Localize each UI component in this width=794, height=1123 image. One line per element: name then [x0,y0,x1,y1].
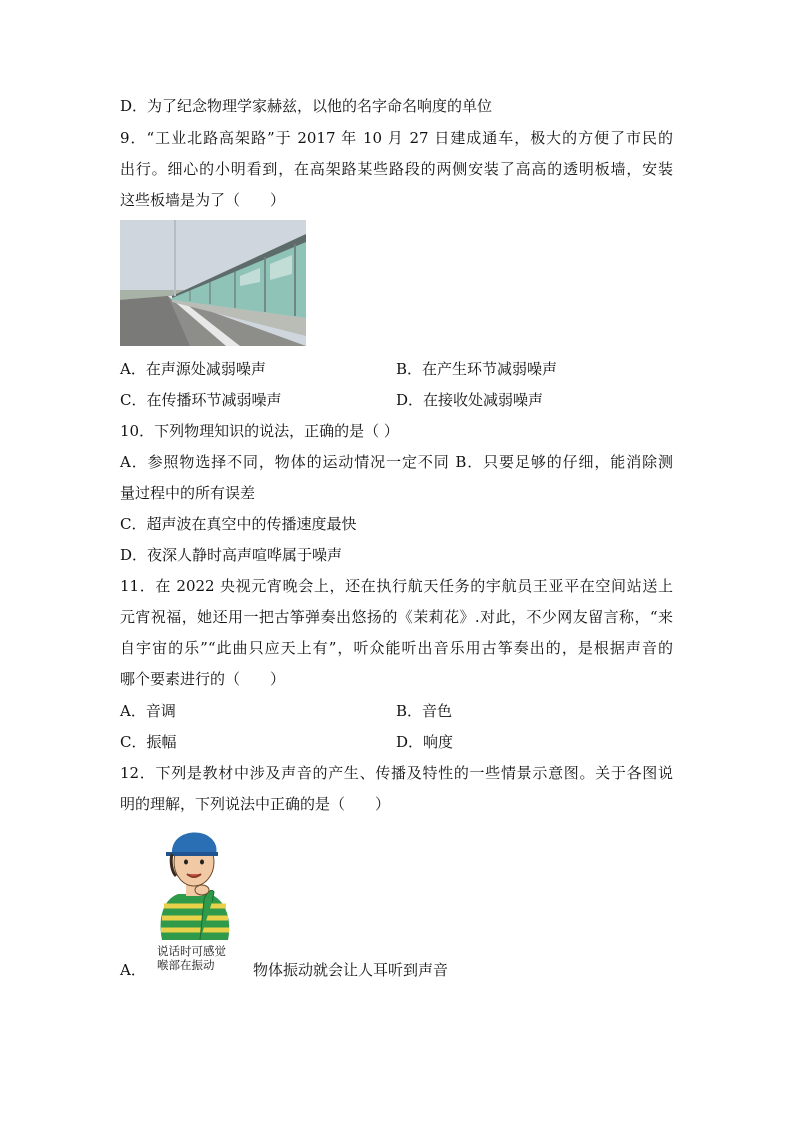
q9-option-a: A．在声源处减弱噪声 [120,360,266,378]
q11-stem-line-1: 11．在 2022 央视元宵晚会上，还在执行航天任务的宇航员王亚平在空间站送上 [120,577,673,595]
q9-option-b: B．在产生环节减弱噪声 [396,360,558,378]
q11-stem-line-2: 元宵祝福，她还用一把古筝弹奏出悠扬的《茉莉花》.对此，不少网友留言称，“来 [120,608,673,626]
q11-option-d: D．响度 [396,733,454,751]
q10-option-d: D．夜深人静时高声喧哗属于噪声 [120,546,343,564]
q12-stem-line-1: 12．下列是教材中涉及声音的产生、传播及特性的一些情景示意图。关于各图说 [120,764,673,782]
q9-stem-line-2: 出行。细心的小明看到，在高架路某些路段的两侧安装了高高的透明板墙，安装 [120,160,673,178]
q12-stem-line-2: 明的理解，下列说法中正确的是（ ） [120,795,391,813]
q12-option-a-text: 物体振动就会让人耳听到声音 [253,961,449,979]
q8-option-d: D．为了纪念物理学家赫兹，以他的名字命名响度的单位 [120,97,493,115]
q10-option-ab-line-2: 量过程中的所有误差 [120,484,256,502]
q12-fig-caption-line-1: 说话时可感觉 [157,944,226,958]
q12-fig-caption-line-2: 喉部在振动 [157,958,215,972]
q9-stem-line-3: 这些板墙是为了（ ） [120,191,286,209]
q10-stem: 10．下列物理知识的说法，正确的是（ ） [120,422,399,440]
q9-option-d: D．在接收处减弱噪声 [396,391,544,409]
q12-boy-speaking-figure [152,828,236,940]
q12-option-a-label: A． [120,961,146,979]
boy-touching-throat-illustration [152,828,236,940]
q10-option-c: C．超声波在真空中的传播速度最快 [120,515,357,533]
q11-option-a: A．音调 [120,702,176,720]
q11-option-b: B．音色 [396,702,453,720]
q11-stem-line-4: 哪个要素进行的（ ） [120,670,286,688]
q9-option-c: C．在传播环节减弱噪声 [120,391,282,409]
q9-soundproof-wall-photo [120,220,306,346]
q10-option-ab-line-1: A．参照物选择不同，物体的运动情况一定不同 B．只要足够的仔细，能消除测 [120,453,673,471]
highway-barrier-illustration [120,220,306,346]
q11-option-c: C．振幅 [120,733,177,751]
q11-stem-line-3: 自宇宙的乐”“此曲只应天上有”，听众能听出音乐用古筝奏出的，是根据声音的 [120,639,673,657]
q9-stem-line-1: 9．“工业北路高架路”于 2017 年 10 月 27 日建成通车，极大的方便了市民的 [120,129,673,147]
